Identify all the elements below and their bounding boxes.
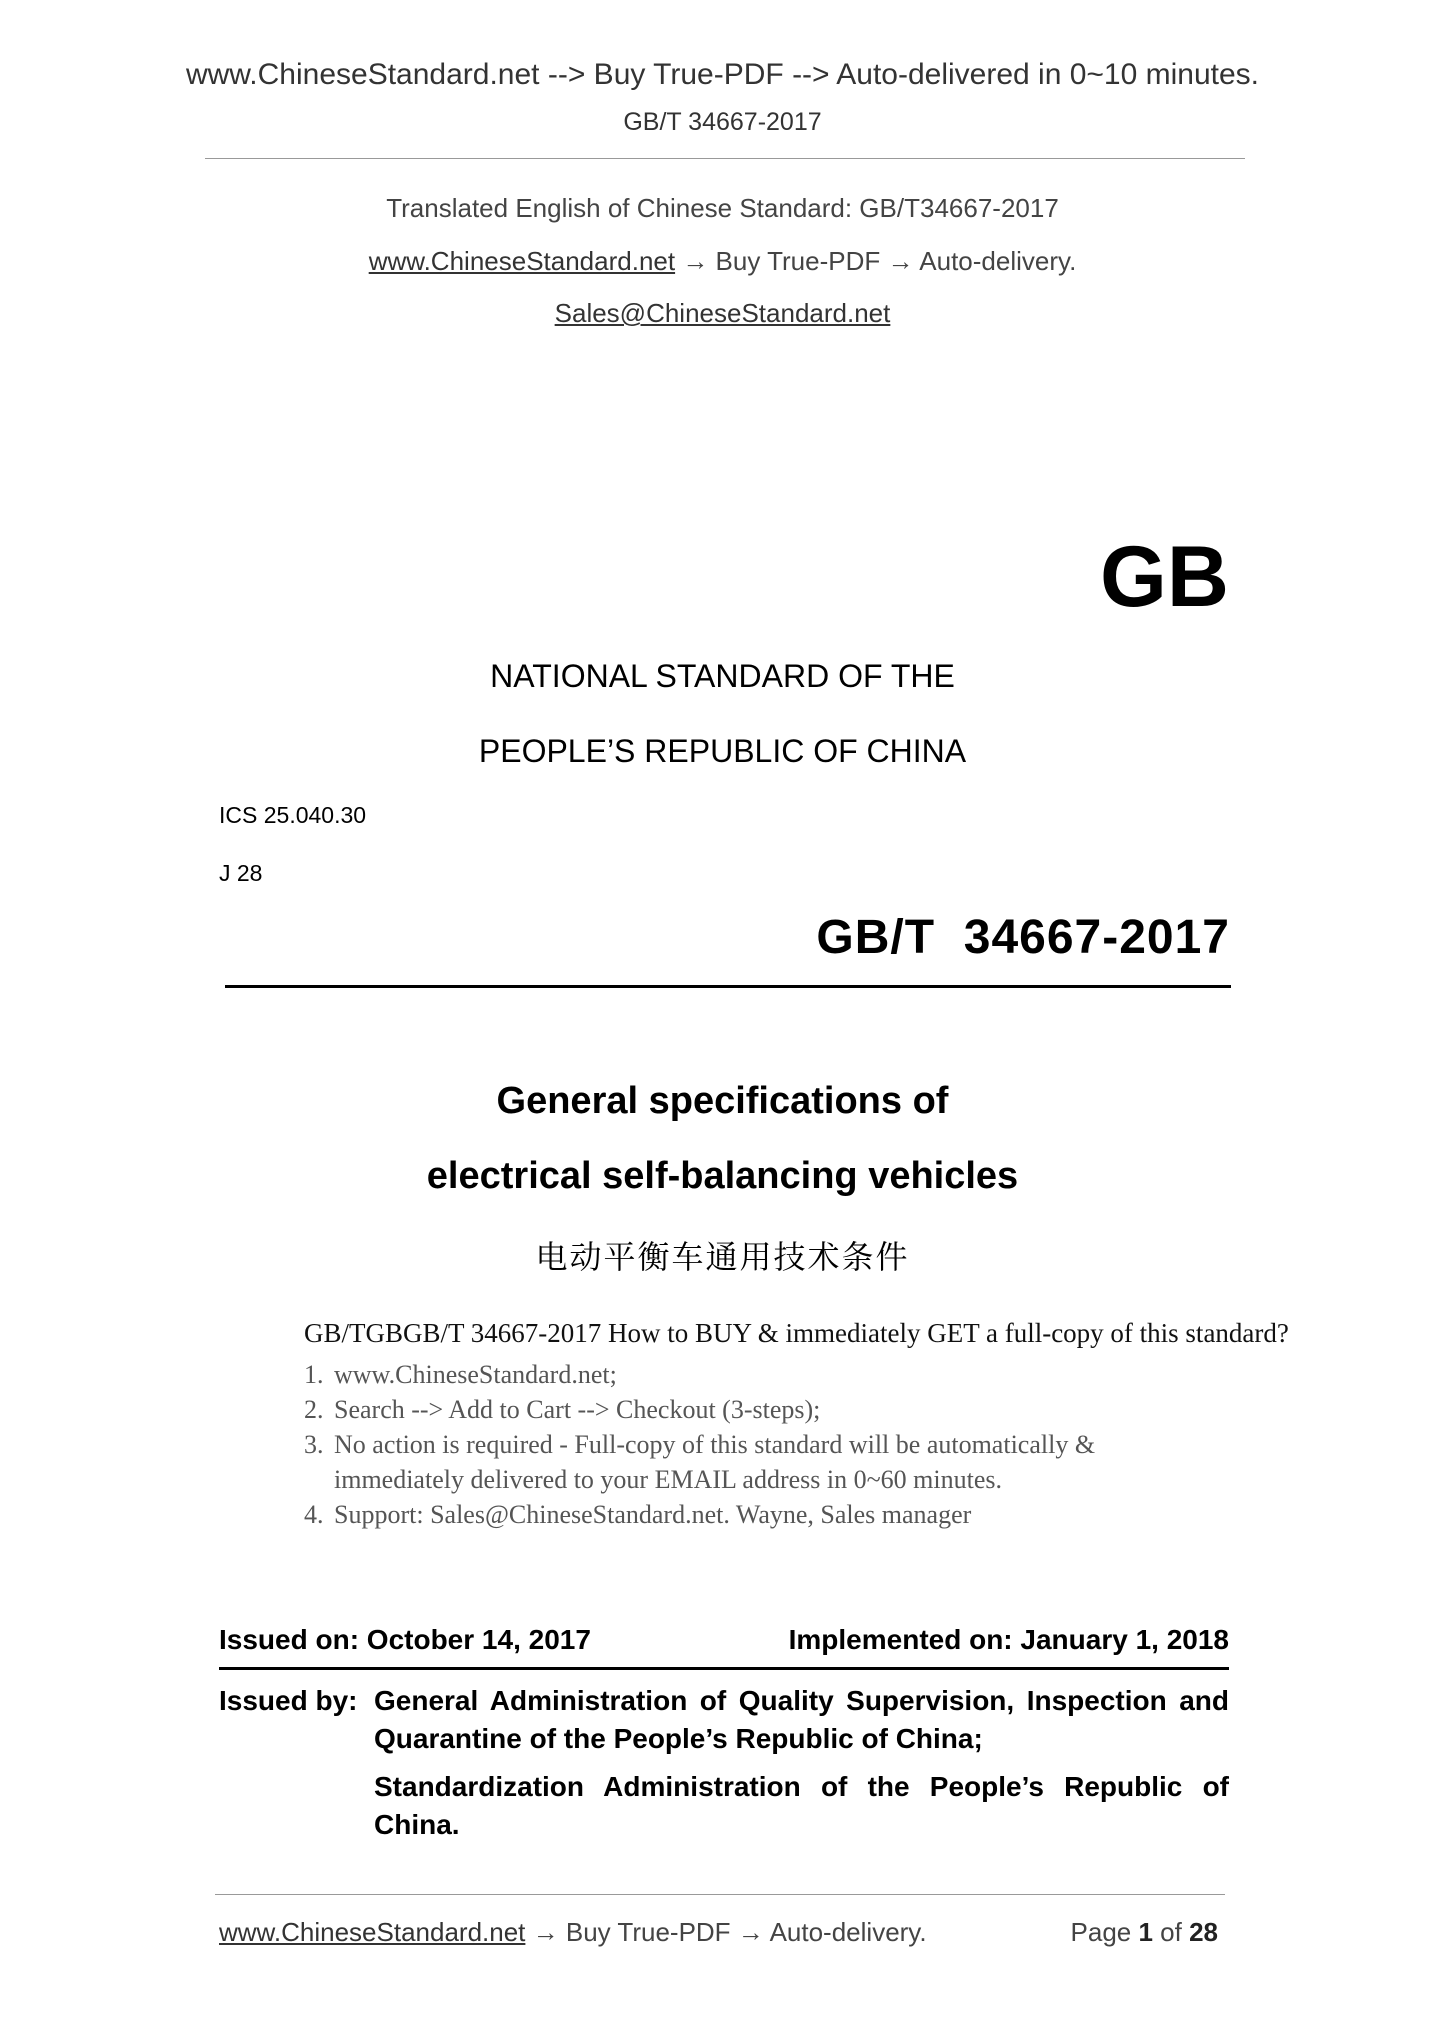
step-text: No action is required - Full-copy of this standard will be automatically &: [334, 1430, 1096, 1459]
step-number: 1.: [304, 1360, 324, 1389]
issued-by-block: [219, 1682, 1229, 1854]
step-number: 3.: [304, 1430, 324, 1459]
header-divider: [205, 158, 1245, 159]
page-number: 1: [1138, 1917, 1153, 1947]
auto-delivery-text: Auto-delivery.: [913, 246, 1077, 276]
arrow-right-icon: →: [682, 246, 709, 276]
translation-delivery-line: [0, 246, 1445, 277]
page-indicator: [1071, 1917, 1218, 1948]
ics-code: ICS 25.040.30: [219, 802, 367, 828]
list-item: [304, 1392, 1344, 1427]
footer-delivery-line: [219, 1917, 927, 1948]
issuer-organizations: [374, 1682, 1229, 1844]
translation-notice: Translated English of Chinese Standard: GB/T34667-2017: [386, 193, 1059, 223]
standard-number: GB/T 34667-2017: [816, 911, 1230, 964]
national-standard-line1: NATIONAL STANDARD OF THE: [490, 658, 955, 694]
list-item: [304, 1357, 1344, 1392]
header-doc-code: GB/T 34667-2017: [623, 108, 822, 136]
step-text[interactable]: www.ChineseStandard.net;: [334, 1360, 617, 1389]
arrow-right-icon: →: [887, 246, 914, 276]
step-number: 4.: [304, 1500, 324, 1529]
implemented-on-date: Implemented on: January 1, 2018: [788, 1624, 1229, 1655]
title-line1: General specifications of: [496, 1080, 949, 1122]
buy-steps-list: [304, 1357, 1344, 1532]
gb-mark: GB: [1100, 529, 1229, 625]
list-item: [304, 1497, 1344, 1532]
step-number: 2.: [304, 1395, 324, 1424]
page-label: Page: [1070, 1917, 1139, 1947]
title-chinese: 电动平衡车通用技术条件: [535, 1239, 910, 1275]
dates-rule: [219, 1667, 1229, 1670]
issued-on-date: Issued on: October 14, 2017: [219, 1624, 591, 1655]
email-line: [0, 298, 1445, 329]
list-item-continuation: immediately delivered to your EMAIL address in 0~60 minutes.: [334, 1465, 1003, 1494]
buy-true-pdf-text: Buy True-PDF: [708, 246, 888, 276]
title-line2: electrical self-balancing vehicles: [426, 1155, 1019, 1197]
site-link[interactable]: www.ChineseStandard.net: [368, 246, 676, 276]
buy-question: GB/TGBGB/T 34667-2017 How to BUY & immediately GET a full-copy of this standard?: [304, 1318, 1289, 1348]
step-text: Search --> Add to Cart --> Checkout (3-steps);: [334, 1395, 821, 1424]
issuer-org-1: General Administration of Quality Supervision, Inspection and Quarantine of the People’s Republic of China;: [374, 1685, 1229, 1754]
buy-instructions: [304, 1318, 1344, 1532]
issuer-org-2: Standardization Administration of the People’s Republic of China.: [374, 1771, 1229, 1840]
footer-delivery-text: → Buy True-PDF → Auto-delivery.: [525, 1917, 927, 1947]
header-banner-site[interactable]: www.ChineseStandard.net: [185, 58, 540, 91]
standard-number-rule: [225, 985, 1231, 988]
footer-site-link[interactable]: www.ChineseStandard.net: [219, 1917, 526, 1947]
ccs-code: J 28: [219, 860, 263, 886]
list-item: [304, 1427, 1344, 1462]
footer-divider: [215, 1894, 1225, 1895]
header-banner: [0, 58, 1445, 92]
step-text: Support: Sales@ChineseStandard.net. Wayne, Sales manager: [334, 1500, 972, 1529]
sales-email-link[interactable]: Sales@ChineseStandard.net: [554, 298, 891, 328]
header-banner-text: --> Buy True-PDF --> Auto-delivered in 0~10 minutes.: [539, 58, 1260, 91]
issued-by-label: Issued by:: [219, 1685, 358, 1716]
page-of-label: of: [1152, 1917, 1190, 1947]
national-standard-line2: PEOPLE’S REPUBLIC OF CHINA: [478, 733, 967, 769]
page-total: 28: [1189, 1917, 1218, 1947]
